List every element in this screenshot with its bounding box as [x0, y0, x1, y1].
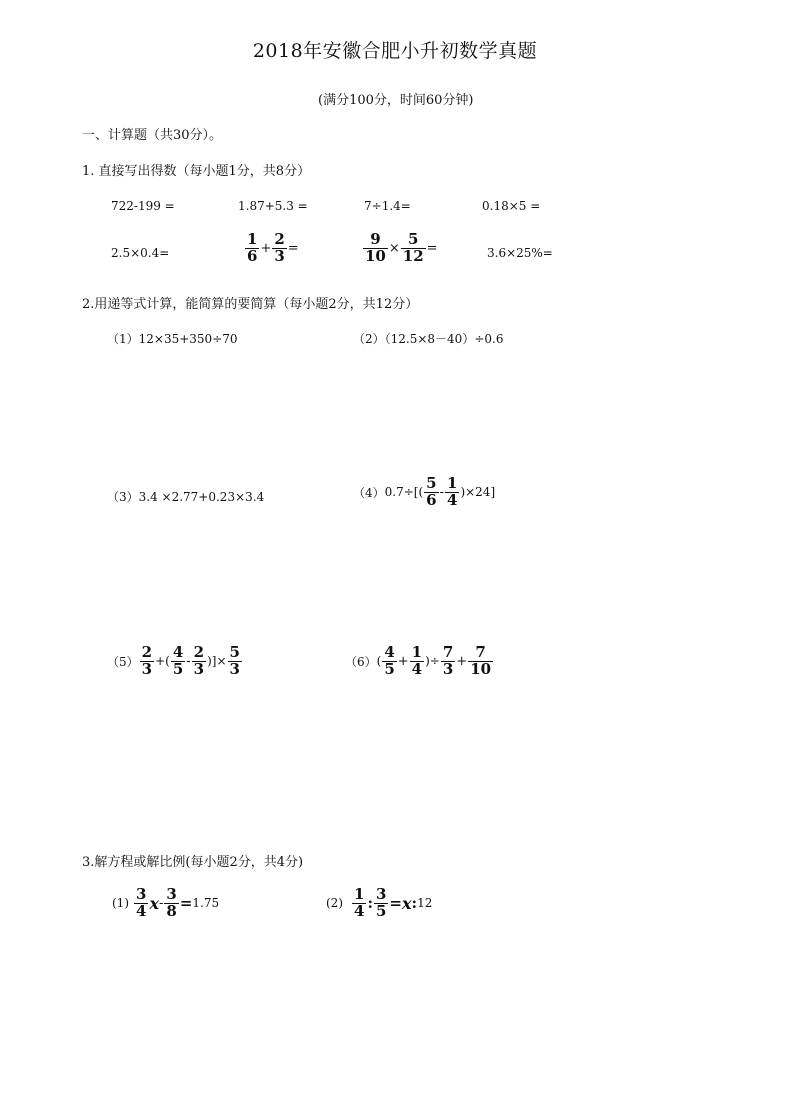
q1-item-4: 0.18×5 = — [482, 199, 541, 213]
q2-problem-1: （1）12×35+350÷70 — [107, 332, 238, 346]
fraction: $\frac{7}{10}$ — [470, 643, 492, 678]
fraction: $\frac{5}{6}$ — [426, 474, 437, 509]
fraction: $\frac{7}{3}$ — [442, 643, 454, 678]
fraction: $\frac{3}{5}$ — [375, 885, 387, 920]
q1-item-3: 7÷1.4= — [364, 199, 411, 213]
section-heading: 一、计算题（共30分）。 — [82, 128, 223, 143]
operator: + — [260, 240, 272, 256]
operator: : — [411, 894, 418, 913]
fraction: $\frac{2}{3}$ — [274, 230, 285, 265]
problem-label: (2) — [326, 896, 343, 911]
operator: - — [439, 484, 444, 500]
fraction: $\frac{3}{8}$ — [166, 885, 177, 920]
fraction: $\frac{1}{4}$ — [411, 643, 423, 678]
q1-item-1: 722-199 = — [111, 199, 175, 213]
fraction: $\frac{2}{3}$ — [141, 643, 153, 678]
fraction: $\frac{1}{4}$ — [354, 885, 365, 920]
operator: = — [287, 240, 299, 256]
q3-equation-1 — [112, 887, 219, 920]
exam-info: (满分100分，时间60分钟) — [318, 93, 474, 108]
operator: - — [158, 895, 164, 911]
q1-item-5: 2.5×0.4= — [111, 246, 170, 260]
fraction: $\frac{4}{5}$ — [384, 643, 395, 678]
q1-heading: 1. 直接写出得数（每小题1分，共8分） — [82, 164, 311, 179]
operator: + — [456, 653, 468, 669]
variable-x: x — [149, 893, 159, 913]
expression-part: 1.75 — [192, 896, 220, 911]
operator: - — [186, 653, 191, 669]
q2-problem-2: （2）（12.5×8－40）÷0.6 — [353, 332, 504, 346]
operator: = — [389, 894, 402, 913]
expression-part: )]× — [207, 654, 227, 669]
fraction: $\frac{3}{4}$ — [136, 885, 147, 920]
problem-label: （5） — [107, 654, 139, 669]
expression-part: )÷ — [425, 654, 440, 669]
operator: : — [367, 894, 373, 913]
q2-problem-4 — [353, 476, 495, 509]
q2-problem-3: （3）3.4 ×2.77+0.23×3.4 — [107, 490, 265, 504]
fraction: $\frac{5}{12}$ — [402, 230, 424, 265]
fraction: $\frac{1}{6}$ — [247, 230, 258, 265]
fraction: $\frac{2}{3}$ — [193, 643, 205, 678]
operator: + — [397, 653, 409, 669]
problem-label: （4） — [353, 485, 385, 500]
q2-problem-6 — [345, 645, 494, 678]
problem-label: (1) — [112, 896, 129, 911]
expression-part: ( — [376, 654, 382, 669]
q1-item-8: 3.6×25%= — [487, 246, 553, 260]
expression-part: )×24] — [460, 485, 496, 500]
expression-part: +( — [155, 654, 170, 669]
fraction: $\frac{1}{4}$ — [447, 474, 458, 509]
q3-equation-2 — [326, 887, 432, 920]
expression-part: 12 — [417, 896, 433, 911]
fraction: $\frac{9}{10}$ — [365, 230, 386, 265]
operator: × — [388, 240, 400, 256]
q1-item-2: 1.87+5.3 = — [238, 199, 308, 213]
expression-part: 0.7÷[( — [384, 485, 424, 500]
problem-label: （6） — [345, 654, 377, 669]
fraction: $\frac{4}{5}$ — [172, 643, 184, 678]
q2-problem-5 — [107, 645, 243, 678]
operator: = — [426, 240, 438, 256]
page-title: 2018年安徽合肥小升初数学真题 — [252, 40, 538, 62]
q3-heading: 3.解方程或解比例(每小题2分，共4分) — [82, 855, 304, 870]
q1-item-6 — [244, 232, 299, 265]
fraction: $\frac{5}{3}$ — [229, 643, 240, 678]
q2-heading: 2.用递等式计算，能简算的要简算（每小题2分，共12分） — [82, 297, 419, 312]
q1-item-7 — [362, 232, 438, 265]
operator: = — [179, 894, 193, 913]
variable-x: x — [402, 893, 412, 913]
